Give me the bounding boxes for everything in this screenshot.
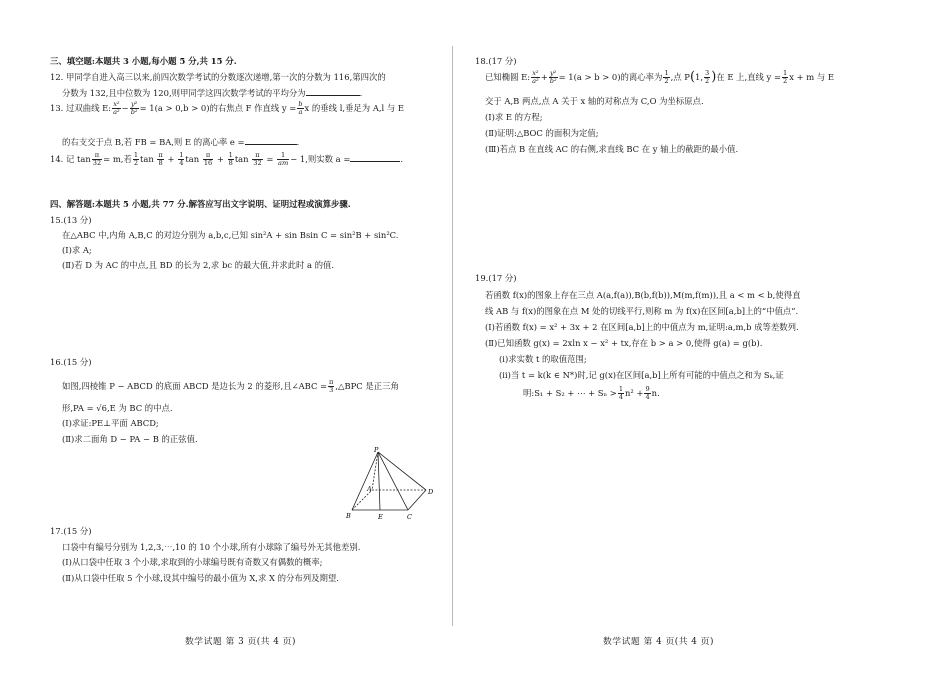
q19-sub2: (ⅱ)当 t = k(k ∈ N*)时,记 g(x)在区间[a,b]上所有可能的中值点之和为 Sₖ,证 — [499, 370, 784, 380]
q19-part2: (Ⅱ)已知函数 g(x) = 2xln x − x² + tx,存在 b > a > 0,使得 g(a) = g(b). — [485, 338, 763, 348]
section-3-title: 三、填空题:本题共 3 小题,每小题 5 分,共 15 分. — [50, 56, 237, 66]
q12-line2: 分数为 132,且中位数为 120,则甲同学这四次数学考试的平均分为 . — [62, 88, 363, 98]
edge-pd — [378, 452, 426, 490]
page-4 — [475, 0, 950, 688]
q15-part1: (Ⅰ)求 A; — [62, 245, 92, 255]
edge-cd — [408, 490, 426, 510]
label-c: C — [407, 513, 412, 521]
label-a: A — [367, 485, 372, 493]
q19-line1: 若函数 f(x)的图象上存在三点 A(a,f(a)),B(b,f(b)),M(m,f(m)),且 a < m < b,使得直 — [485, 290, 801, 300]
q17-head: 17.(15 分) — [50, 526, 92, 536]
q12-answer-blank[interactable] — [306, 87, 360, 96]
label-b: B — [346, 512, 351, 520]
q16-part2: (Ⅱ)求二面角 D − PA − B 的正弦值. — [62, 434, 198, 444]
q17-line1: 口袋中有编号分别为 1,2,3,⋯,10 的 10 个小球,所有小球除了编号外无其他差别. — [62, 542, 361, 552]
footer-page-4: 数学试题 第 4 页(共 4 页) — [603, 637, 714, 647]
section-4-title: 四、解答题:本题共 5 小题,共 77 分.解答应写出文字说明、证明过程或演算步骤. — [50, 199, 351, 209]
q16-line1: 如图,四棱锥 P − ABCD 的底面 ABCD 是边长为 2 的菱形,且∠ABC = $\frac{\pi}{3}$ ,△BPC 是正三角 — [62, 378, 399, 394]
label-e: E — [378, 513, 383, 521]
label-p: P — [374, 446, 379, 454]
edge-pc — [378, 452, 408, 510]
q16-line2: 形,PA = √6,E 为 BC 的中点. — [62, 403, 173, 413]
q19-part1: (Ⅰ)若函数 f(x) = x² + 3x + 2 在区间[a,b]上的中值点为 m,证明:a,m,b 成等差数列. — [485, 322, 799, 332]
edge-pb — [352, 452, 378, 510]
edge-pa — [372, 452, 378, 490]
edge-pe — [378, 452, 380, 510]
footer-page-3: 数学试题 第 3 页(共 4 页) — [185, 637, 296, 647]
q17-part1: (Ⅰ)从口袋中任取 3 个小球,求取到的小球编号既有奇数又有偶数的概率; — [62, 557, 323, 567]
q15-part2: (Ⅱ)若 D 为 AC 的中点,且 BD 的长为 2,求 bc 的最大值,并求此时 a 的值. — [62, 260, 335, 270]
q19-sub3: 明:S₁ + S₂ + ⋯ + Sₙ > $\frac{1}{4}$ n² + $\frac{9}{4}$ n. — [523, 385, 660, 401]
q15-head: 15.(13 分) — [50, 215, 92, 225]
q13-answer-blank[interactable] — [245, 136, 297, 145]
q14-answer-blank[interactable] — [350, 153, 400, 162]
pyramid-figure — [340, 446, 440, 526]
q18-part3: (Ⅲ)若点 B 在直线 AC 的右侧,求直线 BC 在 y 轴上的截距的最小值. — [485, 144, 739, 154]
q18-head: 18.(17 分) — [475, 56, 517, 66]
q19-sub1: (ⅰ)求实数 t 的取值范围; — [499, 354, 587, 364]
q18-part1: (Ⅰ)求 E 的方程; — [485, 112, 543, 122]
q13-line2: 的右支交于点 B,若 FB = BA,则 E 的离心率 e = . — [62, 137, 300, 147]
q14-line: 14. 记 tan $\frac{\pi}{32}$ = m,若 $\frac{1}{2}$ tan $\frac{\pi}{8}$ + $\frac{1}{4}$ tan $\frac{\pi}{16}$ + $\frac{1}{8}$ tan $\frac{\pi}{32}$ = $\frac{1}{am}$ − 1,则实数 a = . — [50, 151, 404, 167]
q15-line1: 在△ABC 中,内角 A,B,C 的对边分别为 a,b,c,已知 sin²A + sin Bsin C = sin²B + sin²C. — [62, 230, 399, 240]
q18-line2: 交于 A,B 两点,点 A 关于 x 轴的对称点为 C,O 为坐标原点. — [485, 96, 704, 106]
q16-part1: (Ⅰ)求证:PE⊥平面 ABCD; — [62, 418, 159, 428]
edge-ba — [352, 490, 372, 510]
label-d: D — [428, 488, 434, 496]
q19-head: 19.(17 分) — [475, 273, 517, 283]
q12-line1: 12. 甲同学自进入高三以来,前四次数学考试的分数逐次递增,第一次的分数为 116,第四次的 — [50, 72, 386, 82]
q19-line2: 线 AB 与 f(x)的图象在点 M 处的切线平行,则称 m 为 f(x)在区间[a,b]上的“中值点”. — [485, 306, 799, 316]
q16-head: 16.(15 分) — [50, 357, 92, 367]
q18-line1: 已知椭圆 E: $\frac{\text{x²}}{\text{a²}}$ + $\frac{\text{y²}}{\text{b²}}$ = 1(a > b > 0)的离心率为 $\frac{1}{2}$ ,点 P(1, $\frac{3}{2}$ )在 E 上,直线 y = $\frac{1}{2}$ x + m 与 E — [485, 69, 835, 85]
q18-part2: (Ⅱ)证明:△BOC 的面积为定值; — [485, 128, 599, 138]
q13-line1: 13. 过双曲线 E: $\frac{\text{x²}}{\text{a²}}$ − $\frac{\text{y²}}{\text{b²}}$ = 1(a > 0,b > 0)的右焦点 F 作直线 y = $\frac{b}{a}$ x 的垂线 l,垂足为 A,l 与 E — [50, 100, 405, 116]
q17-part2: (Ⅱ)从口袋中任取 5 个小球,设其中编号的最小值为 X,求 X 的分布列及期望. — [62, 573, 339, 583]
